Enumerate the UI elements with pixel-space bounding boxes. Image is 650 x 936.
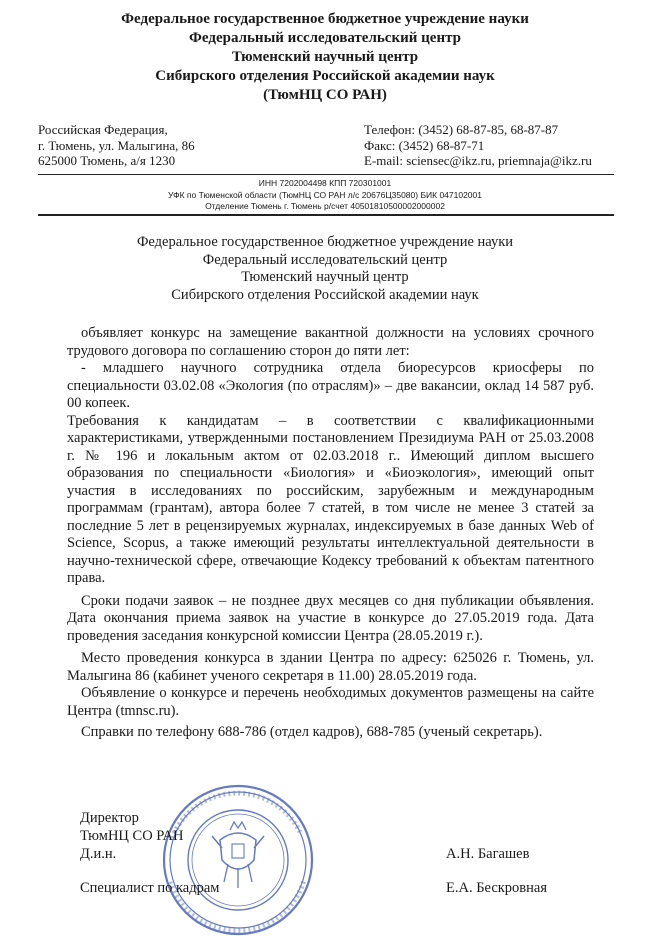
letterhead-line: Тюменский научный центр (231, 49, 419, 65)
paragraph-website: Объявление о конкурсе и перечень необходимых документов размещены на сайте Центра (tmnsc.ru). (67, 685, 594, 719)
letterhead-line: Федеральное государственное бюджетное учреждение науки (121, 11, 529, 27)
org-header-line: Сибирского отделения Российской академии наук (171, 286, 479, 303)
director-degree: Д.и.н. (80, 846, 117, 862)
director-signature-block (80, 809, 183, 863)
director-name: А.Н. Багашев (446, 846, 530, 862)
org-header-line: Федеральное государственное бюджетное учреждение науки (136, 234, 514, 250)
org-header (0, 234, 650, 304)
bank-divider (38, 214, 614, 216)
paragraph-venue: Место проведения конкурса в здании Центра по адресу: 625026 г. Тюмень, ул. Малыгина 86 (кабинет ученого секретаря в 11.00) 28.05.2019 года. (67, 650, 594, 684)
paragraph-requirements: Требования к кандидатам – в соответствии с квалификационными характеристиками, утвержденными постановлением Президиума РАН от 25.03.2008 г. № 196 и локальным актом от 02.03.2018 г.. Имеющий диплом высшего образования по специальности «Биология» и «Биоэкология», имеющий опыт участия в исследованиях по российским, зарубежным и международным программам (грантам), автора более 7 статей, в том числе не менее 3 статей за последние 5 лет в рецензируемых журналах, индексируемых в базе данных Web of Science, Scopus, а также имеющий результаты интеллектуальной деятельности в научно-технической сфере, отвечающие Кодексу требований к объектам патентного права. (67, 412, 594, 586)
paragraph-deadline: Сроки подачи заявок – не позднее двух месяцев со дня публикации объявления. Дата окончания приема заявок на участие в конкурсе до 27.05.2019 года. Дата проведения заседания конкурсной комиссии Центра (28.05.2019 г.). (67, 592, 594, 644)
header-divider (38, 174, 614, 175)
letterhead-line: Федеральный исследовательский центр (189, 30, 461, 46)
bank-line: УФК по Тюменской области (ТюмНЦ СО РАН л/с 20676Ц35080) БИК 047102001 (168, 189, 482, 200)
address-line: Российская Федерация, (38, 122, 168, 137)
address-line: г. Тюмень, ул. Малыгина, 86 (38, 137, 195, 153)
hr-title: Специалист по кадрам (80, 880, 220, 896)
contact-line: Факс: (3452) 68-87-71 (364, 137, 485, 153)
bank-line: Отделение Тюмень г. Тюмень р/счет 40501810500002000002 (205, 201, 445, 211)
address-right (364, 122, 592, 169)
org-header-line: Тюменский научный центр (241, 269, 409, 285)
contact-line: E-mail: sciensec@ikz.ru, priemnaja@ikz.ru (364, 153, 592, 168)
letterhead-line: (ТюмНЦ СО РАН) (263, 87, 387, 103)
paragraph-position: - младшего научного сотрудника отдела биоресурсов криосферы по специальности 03.02.08 «Экология (по отраслям)» – две вакансии, оклад 14 587 руб. 00 копеек. (67, 360, 594, 411)
director-org: ТюмНЦ СО РАН (80, 828, 184, 844)
bank-line: ИНН 7202004498 КПП 720301001 (258, 178, 392, 188)
org-header-line: Федеральный исследовательский центр (202, 251, 448, 268)
paragraph-intro: объявляет конкурс на замещение вакантной должности на условиях срочного трудового договора по соглашению сторон до пяти лет: (67, 325, 594, 359)
letterhead-line: Сибирского отделения Российской академии наук (155, 68, 495, 84)
contact-line: Телефон: (3452) 68-87-85, 68-87-87 (364, 122, 559, 137)
address-line: 625000 Тюмень, а/я 1230 (38, 153, 176, 168)
paragraph-contacts: Справки по телефону 688-786 (отдел кадров), 688-785 (ученый секретарь). (81, 724, 543, 740)
address-left (38, 122, 195, 169)
announcement-body (67, 325, 594, 742)
director-title: Директор (80, 810, 139, 826)
letterhead (0, 10, 650, 105)
bank-details (0, 178, 650, 213)
hr-name: Е.А. Бескровная (446, 880, 548, 896)
